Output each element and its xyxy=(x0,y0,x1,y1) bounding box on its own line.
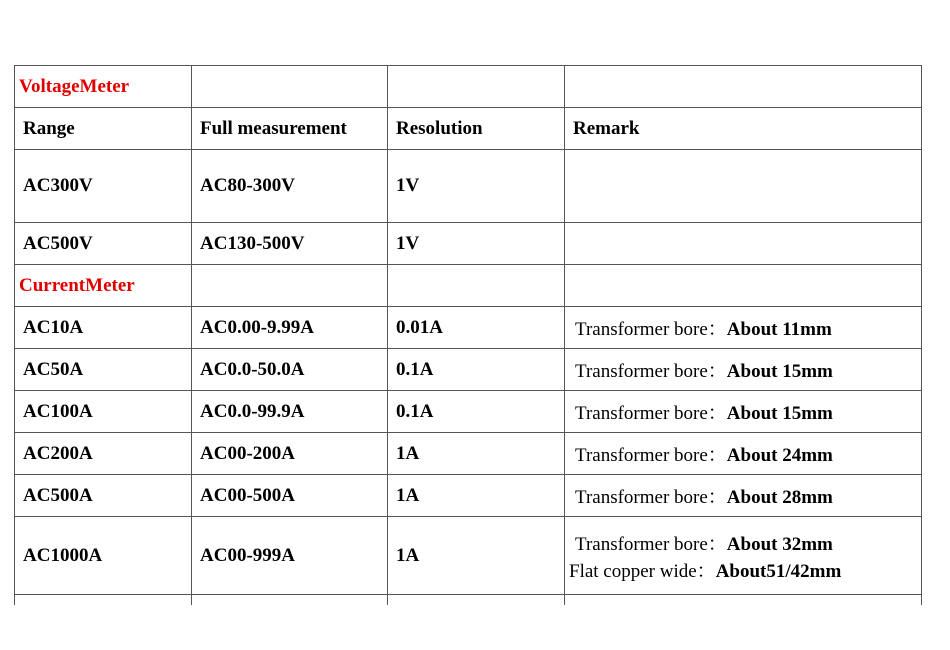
range-cell: AC100A xyxy=(15,391,192,433)
resolution-cell: 1A xyxy=(388,433,565,475)
remark-label: Flat copper wide： xyxy=(569,560,716,582)
table-row xyxy=(15,349,922,391)
empty-cell xyxy=(565,265,922,307)
table-row xyxy=(15,391,922,433)
remark-cell xyxy=(565,307,922,349)
full-measurement-cell: AC0.0-50.0A xyxy=(192,349,388,391)
resolution-cell: 1V xyxy=(388,223,565,265)
voltage-section-title: VoltageMeter xyxy=(15,66,192,108)
table-row xyxy=(15,475,922,517)
remark-cell xyxy=(565,475,922,517)
full-measurement-cell: AC0.0-99.9A xyxy=(192,391,388,433)
empty-cell xyxy=(388,595,565,606)
remark-cell xyxy=(565,391,922,433)
remark-cell xyxy=(565,433,922,475)
remark-line xyxy=(573,529,921,556)
range-cell: AC10A xyxy=(15,307,192,349)
remark-label: Transformer bore： xyxy=(575,403,727,424)
table-row xyxy=(15,150,922,223)
current-section-title: CurrentMeter xyxy=(15,265,192,307)
resolution-cell: 0.01A xyxy=(388,307,565,349)
remark-value: About51/42mm xyxy=(715,560,842,582)
header-row xyxy=(15,108,922,150)
table-row xyxy=(15,223,922,265)
empty-cell xyxy=(565,595,922,606)
remark-cell xyxy=(565,223,922,265)
empty-cell xyxy=(388,265,565,307)
empty-cell xyxy=(388,66,565,108)
remark-value: About 24mm xyxy=(726,445,833,466)
remark-label: Transformer bore： xyxy=(575,319,727,340)
remark-label: Transformer bore： xyxy=(575,533,727,555)
current-section-row xyxy=(15,265,922,307)
range-cell: AC1000A xyxy=(15,517,192,595)
empty-cell xyxy=(192,66,388,108)
resolution-cell: 1A xyxy=(388,475,565,517)
remark-cell xyxy=(565,517,922,595)
full-measurement-cell: AC130-500V xyxy=(192,223,388,265)
remark-line xyxy=(573,398,921,425)
empty-cell xyxy=(565,66,922,108)
remark-line xyxy=(573,314,921,341)
remark-value: About 15mm xyxy=(726,361,833,382)
remark-line xyxy=(569,556,921,583)
empty-cell xyxy=(192,265,388,307)
remark-line xyxy=(573,482,921,509)
table-row xyxy=(15,433,922,475)
remark-line xyxy=(573,440,921,467)
resolution-cell: 1V xyxy=(388,150,565,223)
table-row xyxy=(15,307,922,349)
header-remark: Remark xyxy=(565,108,922,150)
empty-cell xyxy=(192,595,388,606)
remark-value: About 32mm xyxy=(726,533,833,555)
remark-cell xyxy=(565,150,922,223)
full-measurement-cell: AC00-999A xyxy=(192,517,388,595)
table-row xyxy=(15,517,922,595)
resolution-cell: 1A xyxy=(388,517,565,595)
voltage-section-row xyxy=(15,66,922,108)
full-measurement-cell: AC80-300V xyxy=(192,150,388,223)
resolution-cell: 0.1A xyxy=(388,349,565,391)
table-trailing-row xyxy=(15,595,922,606)
empty-cell xyxy=(15,595,192,606)
header-full-measurement: Full measurement xyxy=(192,108,388,150)
full-measurement-cell: AC00-500A xyxy=(192,475,388,517)
header-resolution: Resolution xyxy=(388,108,565,150)
range-cell: AC300V xyxy=(15,150,192,223)
spec-table xyxy=(14,65,922,605)
range-cell: AC200A xyxy=(15,433,192,475)
remark-label: Transformer bore： xyxy=(575,445,727,466)
full-measurement-cell: AC0.00-9.99A xyxy=(192,307,388,349)
header-range: Range xyxy=(15,108,192,150)
remark-value: About 15mm xyxy=(726,403,833,424)
resolution-cell: 0.1A xyxy=(388,391,565,433)
remark-value: About 11mm xyxy=(726,319,832,340)
remark-cell xyxy=(565,349,922,391)
remark-value: About 28mm xyxy=(726,487,833,508)
range-cell: AC500A xyxy=(15,475,192,517)
remark-line xyxy=(573,356,921,383)
full-measurement-cell: AC00-200A xyxy=(192,433,388,475)
remark-label: Transformer bore： xyxy=(575,361,727,382)
range-cell: AC50A xyxy=(15,349,192,391)
range-cell: AC500V xyxy=(15,223,192,265)
remark-label: Transformer bore： xyxy=(575,487,727,508)
